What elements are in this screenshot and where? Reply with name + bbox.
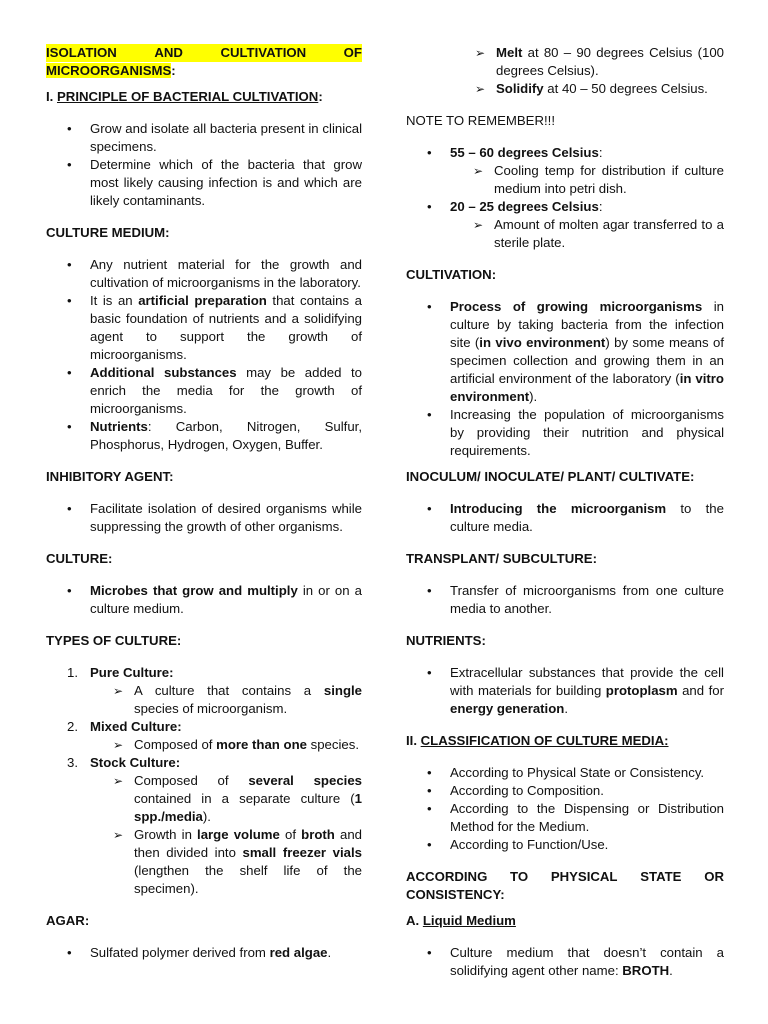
heading-physical-state	[406, 868, 724, 904]
left-column	[46, 44, 362, 962]
principle-list	[46, 120, 362, 210]
agar-properties-list	[406, 44, 724, 98]
list-item: • Determine which of the bacteria that grow most likely causing infection is and which are likely contaminants.	[90, 156, 362, 210]
inhibitory-list	[46, 500, 362, 536]
sub-item: ➢ Melt at 80 – 90 degrees Celsius (100 degrees Celsius).	[496, 44, 724, 80]
title-word: MICROORGANISMS	[46, 63, 172, 78]
type-item-stock	[67, 754, 362, 898]
list-item: • Nutrients: Carbon, Nitrogen, Sulfur, Phosphorus, Hydrogen, Oxygen, Buffer.	[90, 418, 362, 454]
section-heading-classification	[406, 732, 724, 750]
list-item: • Any nutrient material for the growth and cultivation of microorganisms in the laboratory.	[90, 256, 362, 292]
sub-list	[90, 736, 362, 754]
heading-types-of-culture: TYPES OF CULTURE:	[46, 633, 182, 648]
list-item: • Process of growing microorganisms in culture by taking bacteria from the infection site (in vivo environment) by some means of specimen collection and growing them in an artificial environment of the laboratory (in vitro environment).	[450, 298, 724, 406]
section-title: PRINCIPLE OF BACTERIAL CULTIVATION	[57, 89, 319, 104]
sub-item: ➢ Cooling temp for distribution if culture medium into petri dish.	[494, 162, 724, 198]
subsection-letter: A.	[406, 913, 423, 928]
sub-list	[90, 682, 362, 718]
heading-line-1	[406, 868, 724, 886]
list-item: • According to Function/Use.	[450, 836, 724, 854]
sub-list	[90, 772, 362, 898]
sub-item: ➢ Amount of molten agar transferred to a sterile plate.	[494, 216, 724, 252]
section-title: CLASSIFICATION OF CULTURE MEDIA:	[420, 733, 669, 748]
heading-colon: :	[318, 89, 323, 104]
title-word: CULTIVATION	[220, 45, 307, 60]
right-column	[406, 44, 724, 980]
heading-word: OR	[704, 869, 724, 884]
item-number: 3.	[67, 755, 78, 770]
heading-agar: AGAR:	[46, 913, 90, 928]
heading-nutrients: NUTRIENTS:	[406, 633, 486, 648]
sub-list	[450, 162, 724, 198]
list-item: • Increasing the population of microorganisms by providing their nutrition and physical requirements.	[450, 406, 724, 460]
list-item: • Sulfated polymer derived from red algae.	[90, 944, 362, 962]
list-item: • Facilitate isolation of desired organisms while suppressing the growth of other organisms.	[90, 500, 362, 536]
list-item: • 55 – 60 degrees Celsius: ➢ Cooling temp for distribution if culture medium into petri dish.	[450, 144, 724, 198]
heading-word: ACCORDING	[406, 869, 488, 884]
title-line-2	[46, 62, 362, 80]
section-heading-principle	[46, 88, 362, 106]
liquid-medium-list	[406, 944, 724, 980]
culture-medium-list	[46, 256, 362, 454]
heading-inhibitory-agent: INHIBITORY AGENT:	[46, 469, 174, 484]
title-word: OF	[343, 45, 362, 60]
heading-word: PHYSICAL	[550, 869, 618, 884]
title-word: AND	[154, 45, 183, 60]
heading-inoculum: INOCULUM/ INOCULATE/ PLANT/ CULTIVATE:	[406, 469, 695, 484]
sub-item: ➢ Solidify at 40 – 50 degrees Celsius.	[496, 80, 724, 98]
subheading-liquid-medium	[406, 912, 724, 930]
section-number: I.	[46, 89, 57, 104]
list-item: • Grow and isolate all bacteria present in clinical specimens.	[90, 120, 362, 156]
item-number: 2.	[67, 719, 78, 734]
item-title: Pure Culture:	[90, 665, 174, 680]
subsection-title: Liquid Medium	[422, 913, 516, 928]
sub-list	[450, 216, 724, 252]
heading-transplant: TRANSPLANT/ SUBCULTURE:	[406, 551, 597, 566]
note-list	[406, 144, 724, 252]
sub-item: ➢ Composed of several species contained in a separate culture (1 spp./media).	[134, 772, 362, 826]
title-line-1	[46, 44, 362, 62]
list-item: • According to Physical State or Consistency.	[450, 764, 724, 782]
list-item: • It is an artificial preparation that contains a basic foundation of nutrients and a solidifying agent to support the growth of microorganisms.	[90, 292, 362, 364]
heading-cultivation: CULTIVATION:	[406, 267, 497, 282]
item-title: Mixed Culture:	[90, 719, 182, 734]
classification-list	[406, 764, 724, 854]
culture-list	[46, 582, 362, 618]
title-colon: :	[171, 63, 176, 78]
transplant-list	[406, 582, 724, 618]
list-item: • Extracellular substances that provide the cell with materials for building protoplasm and for energy generation.	[450, 664, 724, 718]
type-item-mixed	[67, 718, 362, 754]
sub-item: ➢ Composed of more than one species.	[134, 736, 362, 754]
heading-word: STATE	[640, 869, 682, 884]
list-item: • Culture medium that doesn’t contain a solidifying agent other name: BROTH.	[450, 944, 724, 980]
agar-list	[46, 944, 362, 962]
heading-line-2: CONSISTENCY:	[406, 887, 505, 902]
sub-item: ➢ Growth in large volume of broth and then divided into small freezer vials (lengthen the shelf life of the specimen).	[134, 826, 362, 898]
list-item: • Additional substances may be added to enrich the media for the growth of microorganisms.	[90, 364, 362, 418]
cultivation-list	[406, 298, 724, 460]
item-number: 1.	[67, 665, 78, 680]
section-number: II.	[406, 733, 421, 748]
inoculum-list	[406, 500, 724, 536]
list-item: • Microbes that grow and multiply in or on a culture medium.	[90, 582, 362, 618]
list-item: • Introducing the microorganism to the culture media.	[450, 500, 724, 536]
types-list	[46, 664, 362, 898]
heading-culture-medium: CULTURE MEDIUM:	[46, 225, 170, 240]
heading-word: TO	[510, 869, 529, 884]
heading-culture: CULTURE:	[46, 551, 113, 566]
list-item: • 20 – 25 degrees Celsius: ➢ Amount of molten agar transferred to a sterile plate.	[450, 198, 724, 252]
type-item-pure	[67, 664, 362, 718]
list-item: • According to Composition.	[450, 782, 724, 800]
item-title: Stock Culture:	[90, 755, 181, 770]
list-item: • Transfer of microorganisms from one culture media to another.	[450, 582, 724, 618]
nutrients-list	[406, 664, 724, 718]
title-word: ISOLATION	[46, 45, 117, 60]
list-item: • According to the Dispensing or Distribution Method for the Medium.	[450, 800, 724, 836]
note-to-remember: NOTE TO REMEMBER!!!	[406, 113, 555, 128]
document-title	[46, 44, 362, 80]
sub-item: ➢ A culture that contains a single species of microorganism.	[134, 682, 362, 718]
